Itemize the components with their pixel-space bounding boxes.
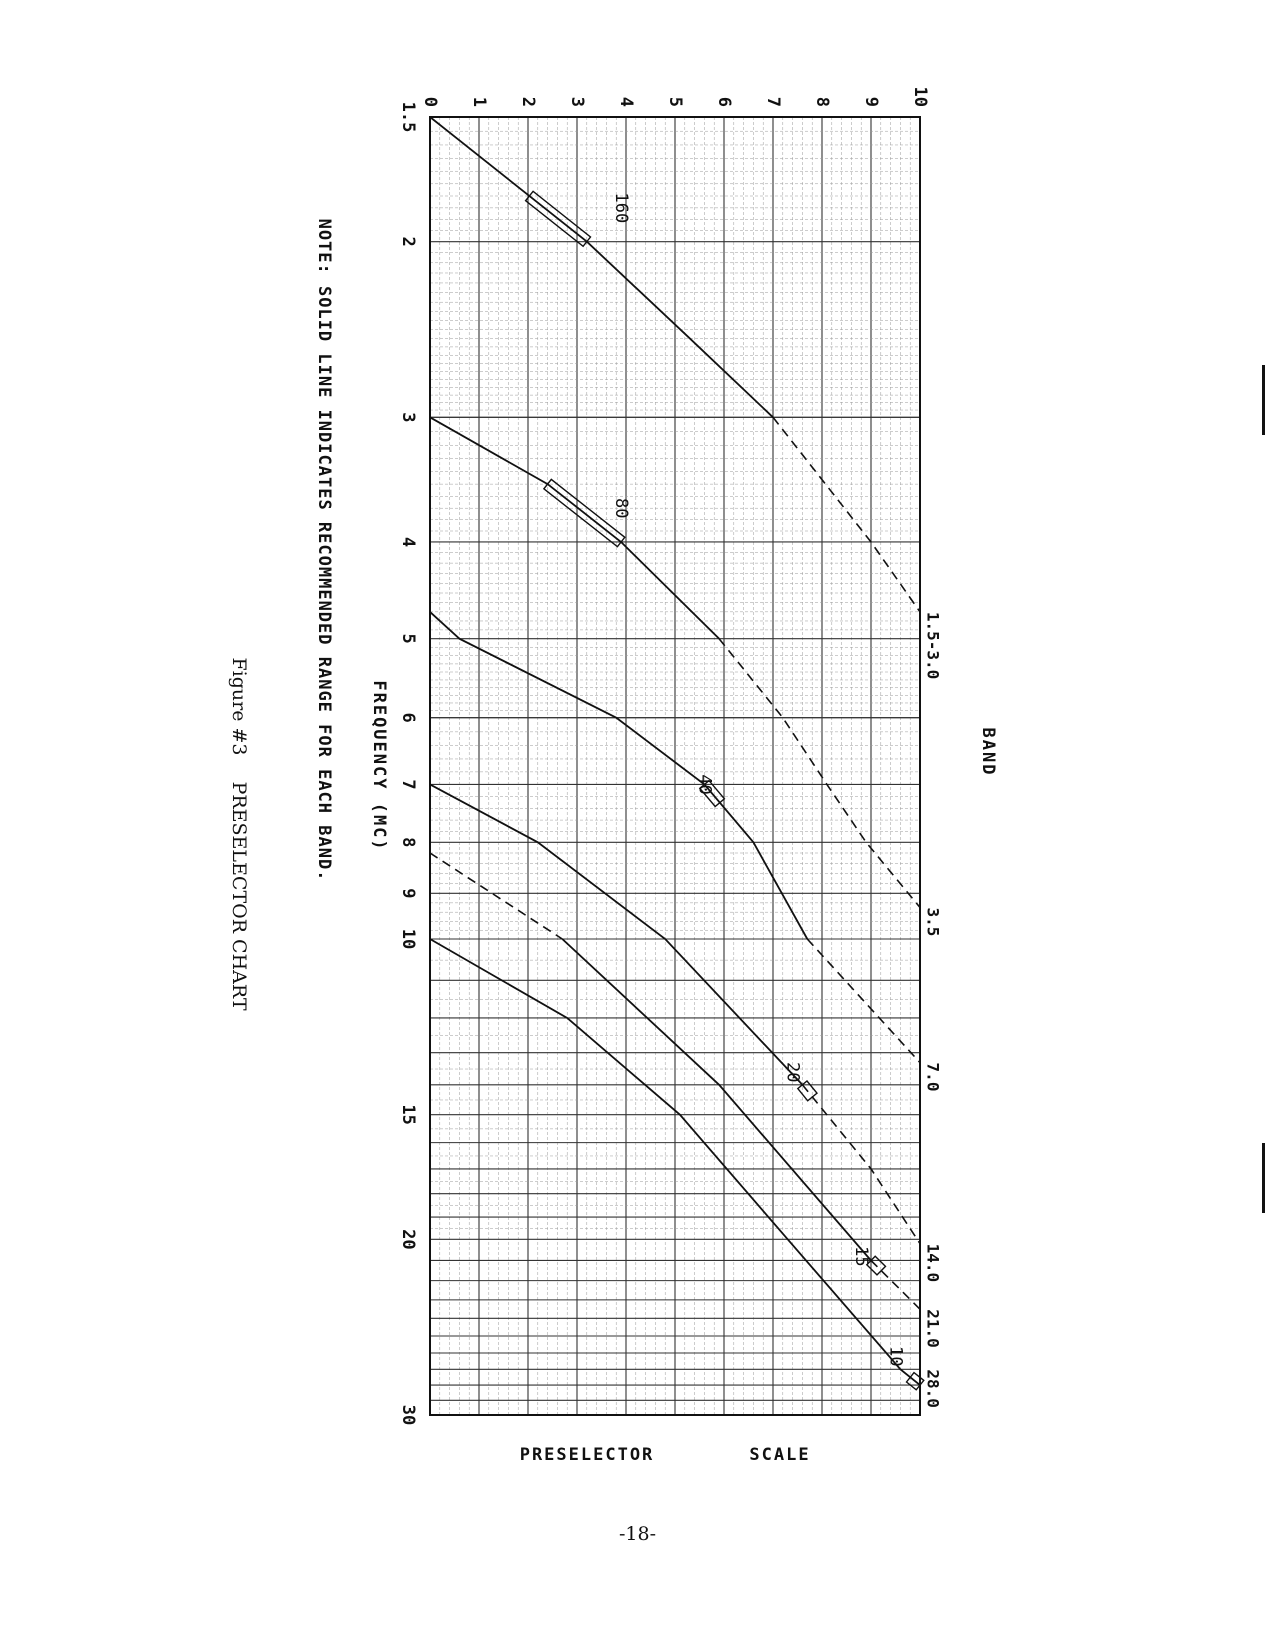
y-tick-label: 1 — [469, 96, 489, 107]
y-tick-label: 7 — [763, 96, 783, 107]
x-tick-label: 6 — [398, 712, 418, 723]
band-tick-label: 3.5 — [923, 907, 943, 937]
note-text: NOTE: SOLID LINE INDICATES RECOMMENDED RANGE FOR EACH BAND. — [314, 218, 334, 882]
x-tick-label: 15 — [398, 1104, 418, 1125]
y-tick-label: 3 — [567, 96, 587, 107]
tick-labels — [398, 87, 943, 1426]
x-tick-label: 4 — [398, 536, 418, 548]
y-tick-label: 6 — [714, 96, 734, 107]
x-tick-label: 30 — [398, 1404, 418, 1426]
band-tick-label: 21.0 — [923, 1309, 943, 1348]
x-tick-label: 7 — [398, 779, 418, 790]
y-tick-label: 4 — [616, 96, 636, 107]
band-curve-dashed — [430, 853, 562, 939]
chart-title: PRESELECTOR CHART — [228, 781, 250, 1011]
figure-number: Figure #3 — [228, 657, 250, 756]
y-axis-label-word-1: PRESELECTOR — [519, 1445, 655, 1465]
margin-mark-top — [1262, 365, 1265, 435]
x-tick-label: 8 — [398, 837, 418, 848]
band-tick-label: 1.5-3.0 — [923, 611, 943, 680]
band-curve-dashed — [773, 417, 920, 612]
x-axis-label: FREQUENCY (MC) — [369, 680, 389, 852]
band-curve-dashed — [807, 939, 920, 1063]
x-tick-label: 1.5 — [398, 101, 418, 133]
x-tick-label: 20 — [398, 1229, 418, 1250]
band-curve-label: 160 — [611, 192, 632, 224]
y-tick-label: 10 — [910, 86, 930, 107]
x-tick-label: 9 — [398, 888, 418, 899]
page-number: -18- — [618, 1523, 657, 1545]
y-tick-label: 8 — [812, 96, 832, 107]
band-tick-label: 7.0 — [923, 1062, 943, 1092]
band-curve-label: 20 — [782, 1061, 803, 1083]
band-axis-label: BAND — [978, 727, 998, 777]
y-tick-label: 0 — [420, 96, 440, 107]
margin-mark-bottom — [1262, 1143, 1265, 1213]
band-curve-label: 40 — [694, 774, 715, 795]
chart-grid — [430, 117, 920, 1415]
band-tick-label: 28.0 — [923, 1369, 943, 1408]
x-tick-label: 5 — [398, 633, 418, 644]
y-axis-label-word-2: SCALE — [749, 1445, 811, 1465]
band-curves — [430, 117, 924, 1390]
band-curve-solid — [430, 417, 719, 638]
figure-caption — [228, 657, 250, 1010]
band-curve-label: 80 — [611, 497, 632, 519]
y-tick-label: 2 — [518, 96, 538, 107]
band-curve-label: 10 — [885, 1346, 906, 1367]
y-tick-label: 9 — [861, 96, 881, 107]
x-tick-label: 10 — [398, 928, 418, 950]
x-tick-label: 3 — [398, 412, 418, 423]
band-curve-label: 15 — [851, 1246, 872, 1267]
band-tick-label: 14.0 — [923, 1243, 943, 1283]
band-curve-solid — [430, 117, 773, 417]
band-curve-dashed — [719, 639, 920, 908]
y-tick-label: 5 — [665, 96, 685, 107]
x-tick-label: 2 — [398, 236, 418, 247]
band-curve-dashed — [871, 1261, 920, 1310]
